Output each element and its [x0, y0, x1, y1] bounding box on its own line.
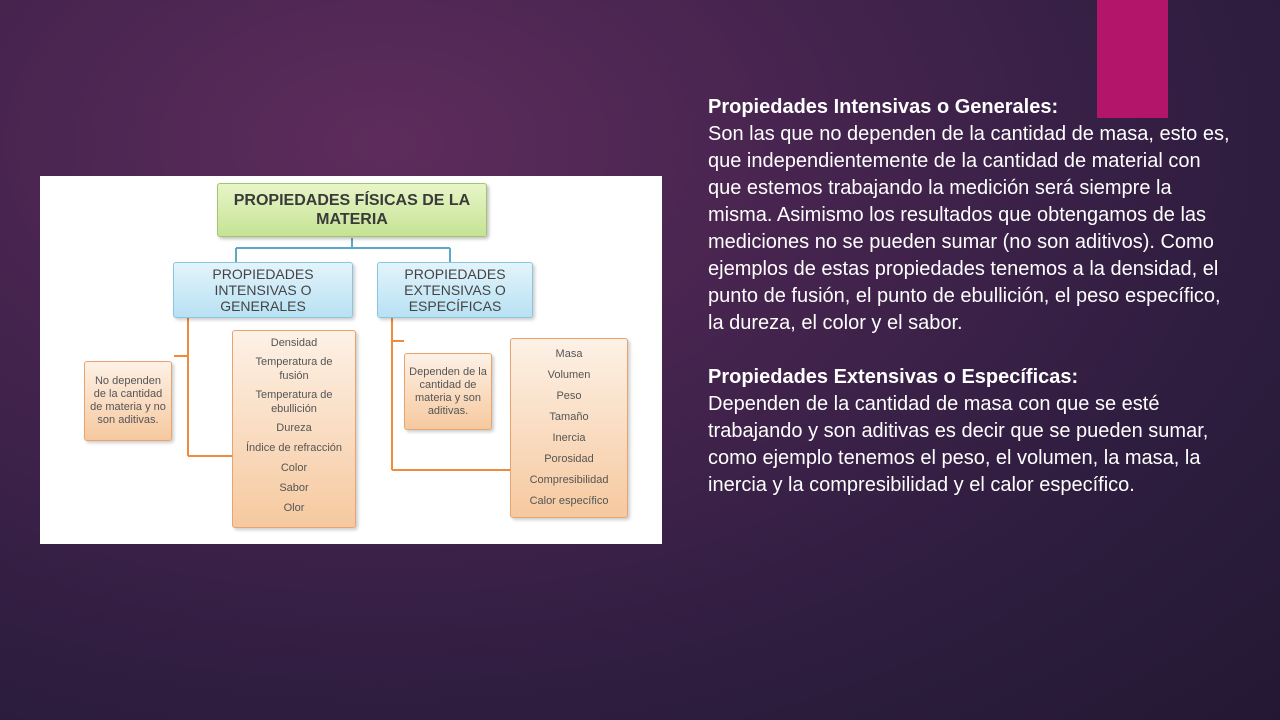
list-item: Color — [280, 462, 308, 474]
intensive-note-box — [84, 361, 172, 441]
extensive-properties-box — [377, 262, 533, 318]
extensive-heading: Propiedades Extensivas o Específicas: — [708, 366, 1079, 388]
extensive-properties-label: PROPIEDADES EXTENSIVAS O ESPECÍFICAS — [404, 266, 506, 314]
extensive-note-box — [404, 353, 492, 430]
list-item: Inercia — [552, 432, 586, 444]
explanation-text — [708, 94, 1236, 499]
intensive-properties-box — [173, 262, 353, 318]
list-item: Olor — [283, 502, 305, 514]
list-item: Compresibilidad — [529, 474, 609, 486]
list-item: Sabor — [279, 482, 309, 494]
diagram-title: PROPIEDADES FÍSICAS DE LA MATERIA — [233, 192, 471, 228]
list-item: Peso — [556, 390, 582, 402]
intensive-body: Son las que no dependen de la cantidad de masa, esto es, que independientemente de la cantidad de material con que estemos trabajando la medición será siempre la misma. Asimismo los resultados que obtengamos de las mediciones no se pueden sumar (no son aditivos). Como ejemplos de estas propiedades tenemos a la densidad, el punto de fusión, el punto de ebullición, el peso específico, la dureza, el color y el sabor. — [708, 123, 1230, 334]
list-item: Dureza — [276, 422, 312, 434]
intensive-list-box — [232, 330, 356, 528]
list-item: Tamaño — [549, 411, 589, 423]
paragraph-spacer — [708, 337, 1236, 364]
extensive-note-text: Dependen de la cantidad de materia y son aditivas. — [409, 365, 487, 417]
diagram-title-box — [217, 183, 487, 237]
list-item: Volumen — [547, 369, 591, 381]
intensive-note-text: No dependen de la cantidad de materia y no son aditivas. — [90, 375, 166, 426]
list-item: Calor específico — [529, 495, 609, 507]
intensive-heading: Propiedades Intensivas o Generales: — [708, 96, 1059, 118]
list-item: Masa — [555, 348, 583, 360]
list-item: Temperatura de ebullición — [255, 389, 333, 415]
extensive-list-box — [510, 338, 628, 518]
list-item: Índice de refracción — [246, 442, 342, 454]
intensive-properties-label: PROPIEDADES INTENSIVAS O GENERALES — [212, 266, 314, 314]
list-item: Densidad — [270, 337, 318, 349]
list-item: Temperatura de fusión — [255, 356, 333, 382]
extensive-body: Dependen de la cantidad de masa con que se esté trabajando y son aditivas es decir que se pueden sumar, como ejemplo tenemos el peso, el volumen, la masa, la inercia y la compresibilidad y el calor específico. — [708, 393, 1209, 496]
properties-diagram — [40, 176, 662, 544]
list-item: Porosidad — [544, 453, 594, 465]
